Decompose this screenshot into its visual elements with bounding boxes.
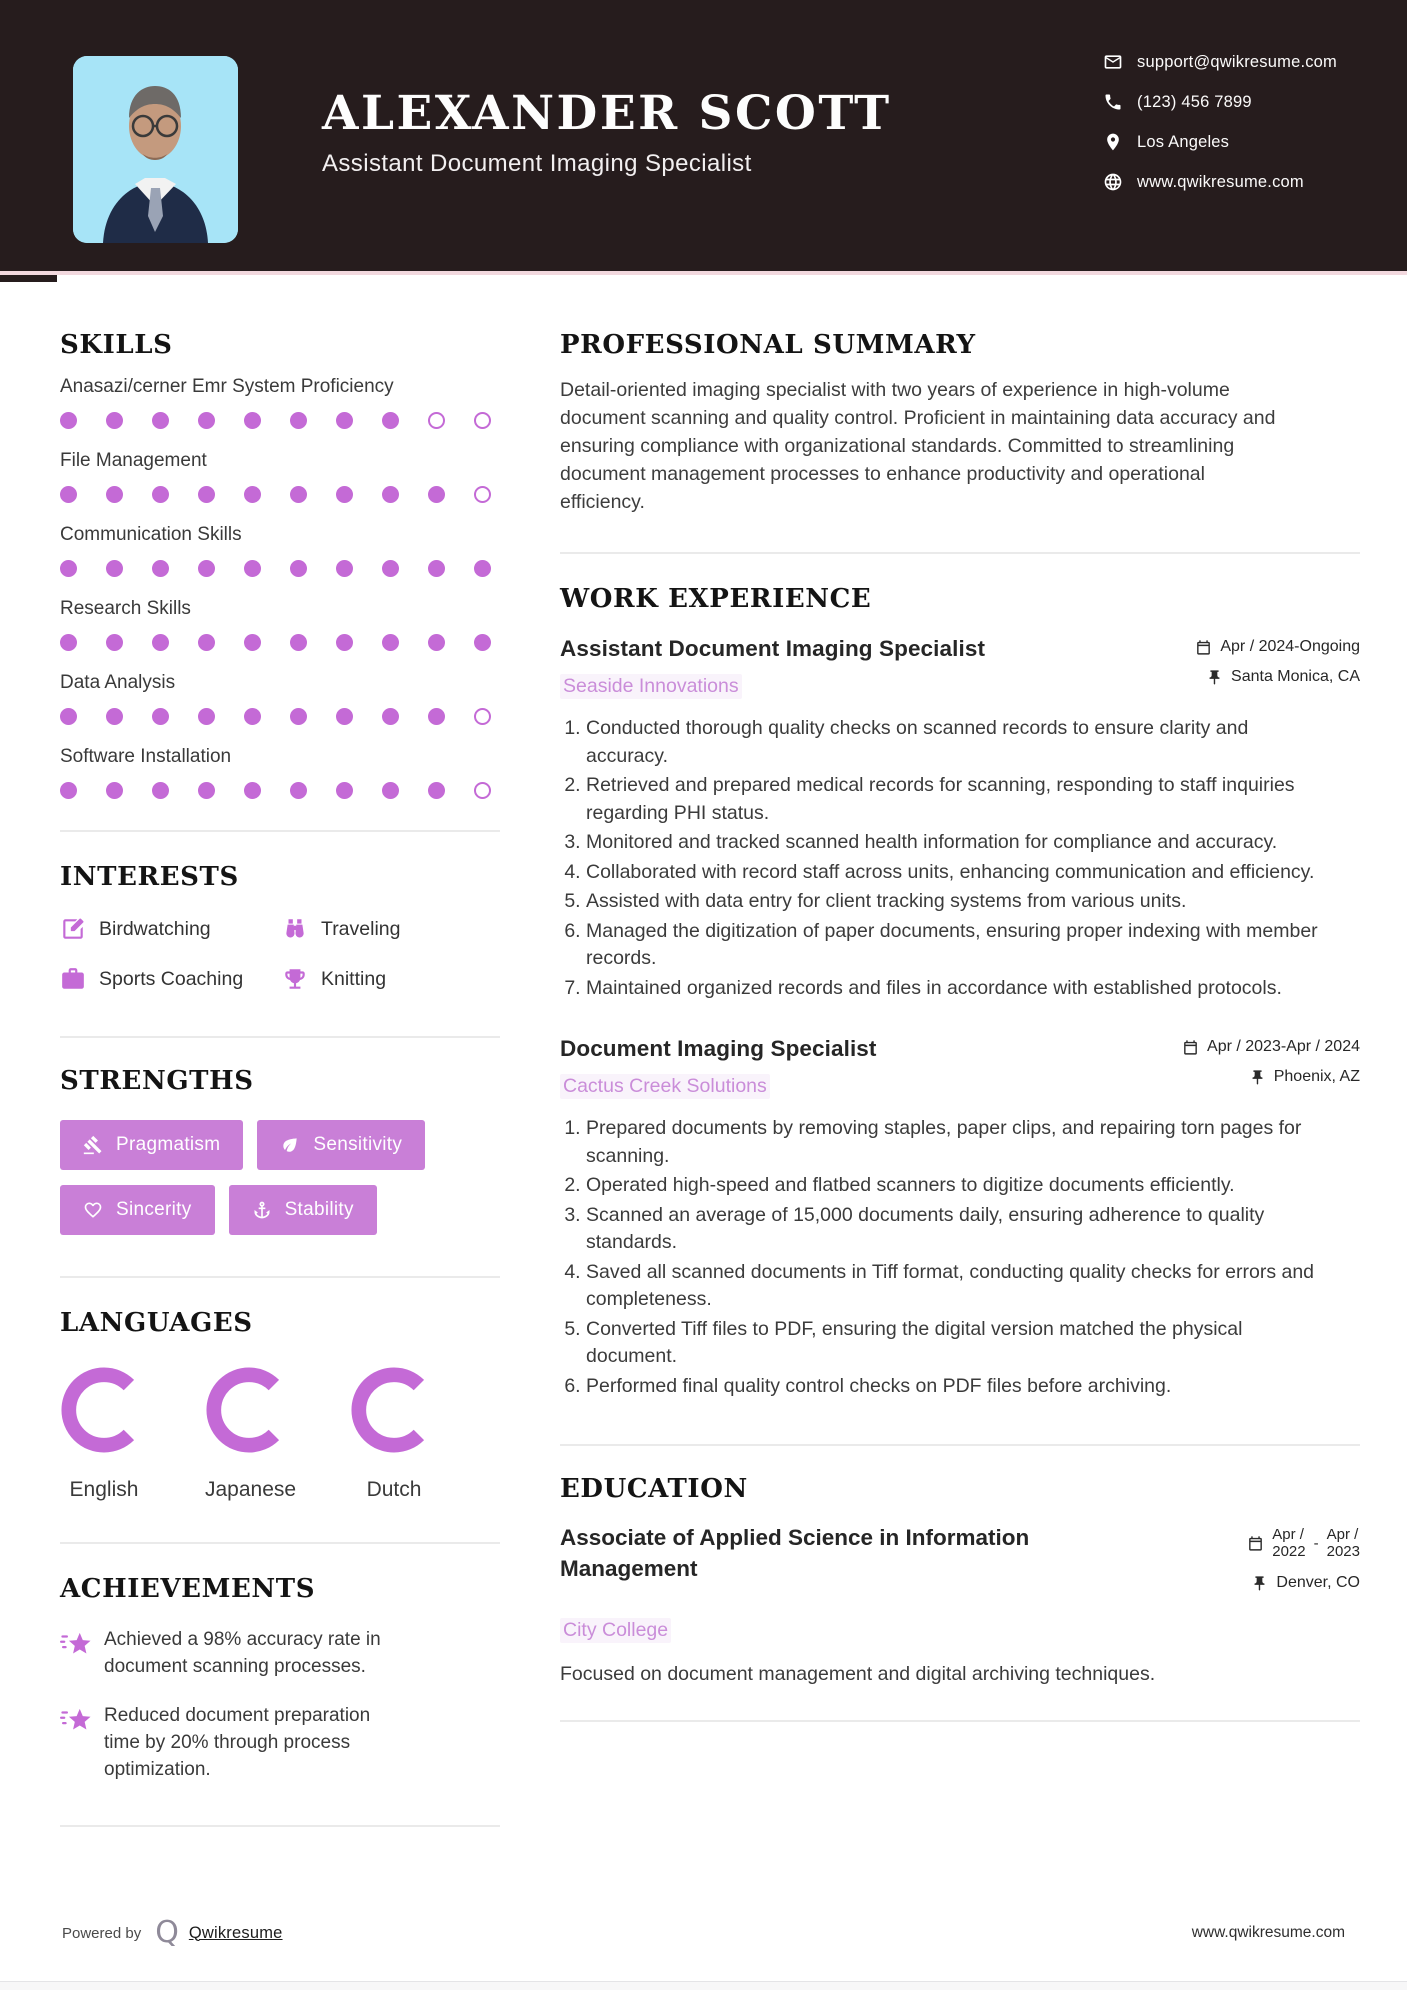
language-label: Dutch — [366, 1478, 422, 1501]
skill-row — [60, 450, 500, 503]
job-title-company — [560, 1036, 877, 1099]
gavel-icon — [83, 1135, 103, 1155]
job-bullet-list — [560, 1115, 1318, 1400]
skills-list — [60, 376, 500, 799]
job-company: Cactus Creek Solutions — [560, 1074, 770, 1099]
skill-dot — [60, 412, 77, 429]
shooting-star-icon — [60, 1702, 92, 1734]
pin-icon — [1103, 132, 1123, 152]
contact-row — [1103, 132, 1337, 152]
strengths-section — [60, 1038, 500, 1278]
edit-icon — [60, 916, 86, 942]
job-bullet: 2. Operated high-speed and flatbed scanners to digitize documents efficiently. — [586, 1172, 1318, 1200]
skill-dot — [474, 708, 491, 725]
interests-list — [60, 916, 500, 992]
envelope-icon — [1103, 52, 1123, 72]
skill-dot — [152, 782, 169, 799]
skill-dot — [382, 634, 399, 651]
contact-text: Los Angeles — [1137, 132, 1230, 151]
briefcase-icon — [60, 966, 86, 992]
interest-label: Birdwatching — [99, 917, 211, 940]
job-company: Seaside Innovations — [560, 674, 742, 699]
interest-item — [60, 966, 282, 992]
shooting-star-icon — [60, 1626, 92, 1658]
strength-badge — [257, 1120, 425, 1170]
skill-dot — [336, 634, 353, 651]
footer-website: www.qwikresume.com — [1191, 1924, 1345, 1941]
job-title-company — [560, 636, 985, 699]
job-entry — [560, 636, 1360, 1002]
skill-row — [60, 746, 500, 799]
skill-label: Anasazi/cerner Emr System Proficiency — [60, 376, 394, 397]
pushpin-icon — [1249, 1069, 1266, 1086]
education-dates — [1247, 1526, 1360, 1560]
strength-label: Sensitivity — [313, 1134, 403, 1155]
skill-dot — [474, 560, 491, 577]
jobs-list — [560, 636, 1360, 1400]
strength-badge — [229, 1185, 377, 1235]
achievement-item — [60, 1702, 500, 1783]
language-item — [350, 1366, 438, 1502]
education-heading: EDUCATION — [560, 1474, 748, 1504]
identity-block — [322, 88, 892, 178]
skill-label: File Management — [60, 450, 207, 471]
job-location: Santa Monica, CA — [1231, 668, 1360, 685]
powered-by-label: Powered by — [62, 1924, 142, 1942]
person-name: ALEXANDER SCOTT — [322, 86, 892, 141]
job-header — [560, 636, 1360, 699]
binoculars-icon — [282, 916, 308, 942]
language-item — [60, 1366, 148, 1502]
skill-dot — [290, 782, 307, 799]
skill-dot-meter — [60, 560, 500, 577]
skill-dot — [152, 708, 169, 725]
interest-item — [60, 916, 282, 942]
qwikresume-logo-icon: Q — [155, 1915, 179, 1950]
skill-dot — [106, 782, 123, 799]
strength-label: Sincerity — [116, 1199, 192, 1220]
job-date-row — [1182, 1038, 1360, 1056]
skill-row — [60, 376, 500, 429]
strength-label: Stability — [284, 1199, 354, 1220]
skill-dot — [290, 560, 307, 577]
job-bullet: 7. Maintained organized records and files in accordance with established protocols. — [586, 975, 1318, 1003]
skills-section — [60, 330, 500, 832]
skill-row — [60, 524, 500, 577]
work-experience-heading: WORK EXPERIENCE — [560, 584, 872, 614]
skill-dot — [290, 708, 307, 725]
job-entry — [560, 1036, 1360, 1400]
skill-dot — [428, 412, 445, 429]
contact-list — [1103, 52, 1337, 212]
skill-dot — [106, 486, 123, 503]
skill-dot-meter — [60, 412, 500, 429]
profile-photo — [73, 56, 238, 243]
skill-dot — [198, 708, 215, 725]
skill-dot — [198, 412, 215, 429]
education-section — [560, 1446, 1360, 1722]
skill-dot — [244, 634, 261, 651]
skill-dot — [244, 782, 261, 799]
languages-heading: LANGUAGES — [60, 1308, 253, 1338]
summary-text: Detail-oriented imaging specialist with two years of experience in high-volume document scanning and quality control. Proficient in maintaining data accuracy and ensuring compliance with organizational standards. Committed to streamlining document management processes to enhance productivity and operational efficiency. — [560, 379, 1276, 513]
job-bullet-list — [560, 715, 1318, 1002]
achievement-text: Reduced document preparation time by 20% through process optimization. — [104, 1705, 371, 1780]
pushpin-icon — [1251, 1575, 1268, 1592]
skill-dot — [244, 412, 261, 429]
skill-dot — [198, 782, 215, 799]
contact-text: support@qwikresume.com — [1137, 52, 1337, 71]
job-bullet: 4. Collaborated with record staff across units, enhancing communication and efficiency. — [586, 859, 1318, 887]
job-title: Document Imaging Specialist — [560, 1036, 877, 1061]
skill-dot — [382, 782, 399, 799]
achievement-text: Achieved a 98% accuracy rate in document scanning processes. — [104, 1629, 381, 1677]
education-degree: Associate of Applied Science in Information Management — [560, 1525, 1030, 1581]
skill-dot — [152, 634, 169, 651]
skill-dot — [474, 634, 491, 651]
job-date: Apr / 2023-Apr / 2024 — [1207, 1038, 1360, 1055]
heart-icon — [83, 1200, 103, 1220]
education-school: City College — [560, 1618, 671, 1643]
interests-section — [60, 832, 500, 1038]
skill-dot — [290, 412, 307, 429]
job-title: Assistant Document Imaging Specialist — [560, 636, 986, 661]
job-location: Phoenix, AZ — [1273, 1068, 1360, 1085]
languages-section — [60, 1278, 500, 1544]
skill-dot — [198, 560, 215, 577]
strength-badge — [60, 1185, 215, 1235]
contact-row — [1103, 172, 1337, 192]
skill-row — [60, 598, 500, 651]
job-bullet: 2. Retrieved and prepared medical records for scanning, responding to staff inquiries regarding PHI status. — [586, 772, 1318, 827]
job-bullet: 1. Conducted thorough quality checks on scanned records to ensure clarity and accuracy. — [586, 715, 1318, 770]
education-description: Focused on document management and digital archiving techniques. — [560, 1663, 1156, 1685]
skill-dot — [336, 708, 353, 725]
skill-dot — [474, 412, 491, 429]
footer — [0, 1915, 1407, 1950]
interest-label: Sports Coaching — [99, 967, 244, 990]
skill-dot — [198, 634, 215, 651]
contact-text: www.qwikresume.com — [1137, 172, 1304, 191]
achievements-heading: ACHIEVEMENTS — [60, 1574, 316, 1604]
skill-dot-meter — [60, 634, 500, 651]
person-job-title: Assistant Document Imaging Specialist — [322, 149, 752, 177]
skill-dot — [336, 560, 353, 577]
skill-dot — [106, 560, 123, 577]
work-experience-section — [560, 554, 1360, 1446]
contact-row — [1103, 92, 1337, 112]
skill-dot — [382, 486, 399, 503]
education-entry — [560, 1522, 1360, 1604]
skill-dot — [290, 634, 307, 651]
strengths-heading: STRENGTHS — [60, 1066, 254, 1096]
achievement-item — [60, 1626, 500, 1680]
skill-label: Data Analysis — [60, 672, 176, 693]
interest-item — [282, 966, 500, 992]
calendar-icon — [1247, 1535, 1264, 1552]
job-location-row — [1195, 668, 1360, 686]
skill-dot — [106, 634, 123, 651]
skill-dot — [60, 486, 77, 503]
skills-heading: SKILLS — [60, 330, 173, 360]
strength-badges — [60, 1120, 500, 1250]
portrait-illustration — [73, 56, 238, 243]
job-date-row — [1195, 638, 1360, 656]
skill-dot — [382, 560, 399, 577]
anchor-icon — [252, 1200, 272, 1220]
skill-dot — [382, 412, 399, 429]
skill-dot — [244, 560, 261, 577]
skill-dot — [474, 782, 491, 799]
skill-label: Research Skills — [60, 598, 191, 619]
trophy-icon — [282, 966, 308, 992]
job-location-row — [1182, 1068, 1360, 1086]
skill-dot — [336, 782, 353, 799]
skill-dot — [336, 412, 353, 429]
skill-dot — [428, 634, 445, 651]
skill-dot — [152, 560, 169, 577]
skill-dot — [60, 634, 77, 651]
resume-body — [0, 275, 1407, 1827]
skill-dot — [152, 412, 169, 429]
skill-dot — [474, 486, 491, 503]
skill-dot — [428, 782, 445, 799]
education-date-end: Apr / 2023 — [1326, 1526, 1360, 1560]
skill-dot — [336, 486, 353, 503]
pushpin-icon — [1206, 669, 1223, 686]
skill-dot — [382, 708, 399, 725]
contact-text: (123) 456 7899 — [1137, 92, 1252, 111]
header — [0, 0, 1407, 275]
strength-badge — [60, 1120, 243, 1170]
job-bullet: 3. Monitored and tracked scanned health information for compliance and accuracy. — [586, 829, 1318, 857]
leaf-icon — [280, 1135, 300, 1155]
achievements-list — [60, 1626, 500, 1783]
skill-dot — [244, 708, 261, 725]
calendar-icon — [1182, 1039, 1199, 1056]
skill-dot — [428, 486, 445, 503]
language-label: English — [69, 1478, 139, 1501]
education-location: Denver, CO — [1276, 1574, 1360, 1591]
skill-dot-meter — [60, 782, 500, 799]
skill-dot — [60, 560, 77, 577]
education-meta — [1247, 1522, 1360, 1604]
language-arc-meter — [60, 1366, 148, 1454]
job-meta — [1182, 1036, 1360, 1098]
skill-label: Software Installation — [60, 746, 232, 767]
interest-label: Traveling — [321, 917, 401, 940]
date-dash: - — [1313, 1534, 1319, 1552]
job-date: Apr / 2024-Ongoing — [1220, 638, 1360, 655]
job-bullet: 6. Managed the digitization of paper documents, ensuring proper indexing with member records. — [586, 918, 1318, 973]
skill-dot — [60, 782, 77, 799]
skill-dot — [244, 486, 261, 503]
header-notch — [0, 275, 57, 282]
job-bullet: 5. Converted Tiff files to PDF, ensuring the digital version matched the physical document. — [586, 1316, 1318, 1371]
language-arc-meter — [350, 1366, 438, 1454]
summary-section — [560, 330, 1360, 554]
globe-icon — [1103, 172, 1123, 192]
skill-dot-meter — [60, 708, 500, 725]
skill-label: Communication Skills — [60, 524, 242, 545]
achievements-section — [60, 1544, 500, 1827]
interests-heading: INTERESTS — [60, 862, 239, 892]
qwikresume-link[interactable]: Qwikresume — [188, 1923, 283, 1942]
skill-dot — [428, 560, 445, 577]
job-meta — [1195, 636, 1360, 698]
education-date-start: Apr / 2022 — [1272, 1526, 1306, 1560]
job-bullet: 1. Prepared documents by removing staples, paper clips, and repairing torn pages for scanning. — [586, 1115, 1318, 1170]
language-label: Japanese — [205, 1478, 297, 1501]
summary-heading: PROFESSIONAL SUMMARY — [560, 330, 976, 360]
language-arc-meter — [205, 1366, 293, 1454]
education-location-row — [1247, 1574, 1360, 1592]
skill-dot-meter — [60, 486, 500, 503]
skill-dot — [106, 708, 123, 725]
skill-dot — [198, 486, 215, 503]
job-bullet: 3. Scanned an average of 15,000 documents daily, ensuring adherence to quality standards. — [586, 1202, 1318, 1257]
job-bullet: 6. Performed final quality control checks on PDF files before archiving. — [586, 1373, 1318, 1401]
skill-dot — [290, 486, 307, 503]
left-column — [60, 330, 500, 1827]
skill-row — [60, 672, 500, 725]
interest-label: Knitting — [321, 967, 387, 990]
skill-dot — [428, 708, 445, 725]
right-column — [560, 330, 1360, 1827]
languages-list — [60, 1366, 500, 1502]
job-bullet: 5. Assisted with data entry for client tracking systems from various units. — [586, 888, 1318, 916]
calendar-icon — [1195, 639, 1212, 656]
skill-dot — [152, 486, 169, 503]
strength-label: Pragmatism — [116, 1134, 221, 1155]
job-bullet: 4. Saved all scanned documents in Tiff format, conducting quality checks for errors and completeness. — [586, 1259, 1318, 1314]
phone-icon — [1103, 92, 1123, 112]
skill-dot — [60, 708, 77, 725]
bottom-band — [0, 1981, 1407, 1990]
skill-dot — [106, 412, 123, 429]
job-header — [560, 1036, 1360, 1099]
interest-item — [282, 916, 500, 942]
contact-row — [1103, 52, 1337, 72]
language-item — [205, 1366, 297, 1502]
